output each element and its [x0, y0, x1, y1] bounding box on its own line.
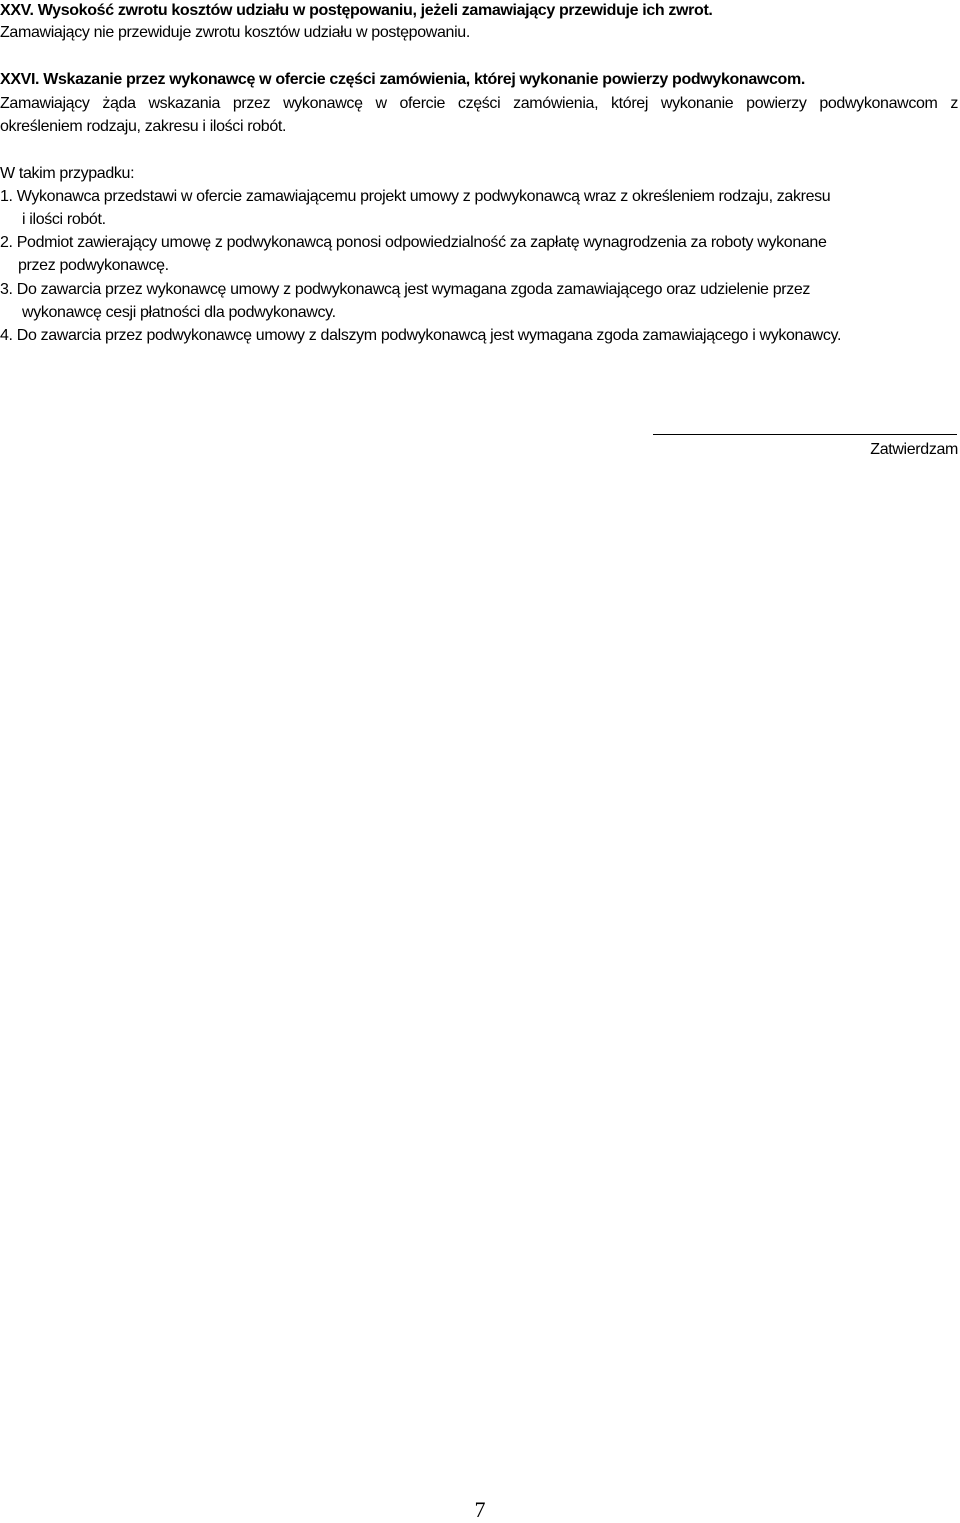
section-26-heading: XXVI. Wskazanie przez wykonawcę w ofercie części zamówienia, której wykonanie powierzy podwykonawcom. [0, 71, 805, 88]
section-26-paragraph-line-2: określeniem rodzaju, zakresu i ilości robót. [0, 118, 287, 135]
section-25-text: Zamawiający nie przewiduje zwrotu kosztów udziału w postępowaniu. [0, 24, 470, 41]
list-item-2-line-1: 2. Podmiot zawierający umowę z podwykonawcą ponosi odpowiedzialność za zapłatę wynagrodzenia za roboty wykonane [0, 234, 827, 251]
list-item-2-line-2: przez podwykonawcę. [18, 257, 169, 274]
list-item-3-line-2: wykonawcę cesji płatności dla podwykonawcy. [22, 304, 336, 321]
section-26-intro: W takim przypadku: [0, 165, 135, 182]
signature-label: Zatwierdzam [870, 441, 958, 458]
section-26-paragraph-line-1: Zamawiający żąda wskazania przez wykonawcę w ofercie części zamówienia, której wykonanie powierzy podwykonawcom z [0, 95, 958, 112]
list-item-1-line-1: 1. Wykonawca przedstawi w ofercie zamawiającemu projekt umowy z podwykonawcą wraz z określeniem rodzaju, zakresu [0, 188, 831, 205]
list-item-1-line-2: i ilości robót. [22, 211, 106, 228]
list-item-3-line-1: 3. Do zawarcia przez wykonawcę umowy z podwykonawcą jest wymagana zgoda zamawiającego oraz udzielenie przez [0, 281, 811, 298]
signature-line [653, 434, 957, 435]
section-25-heading: XXV. Wysokość zwrotu kosztów udziału w postępowaniu, jeżeli zamawiający przewiduje ich zwrot. [0, 2, 713, 19]
list-item-4-line-1: 4. Do zawarcia przez podwykonawcę umowy z dalszym podwykonawcą jest wymagana zgoda zamawiającego i wykonawcy. [0, 327, 842, 344]
page-number: 7 [474, 1497, 486, 1522]
